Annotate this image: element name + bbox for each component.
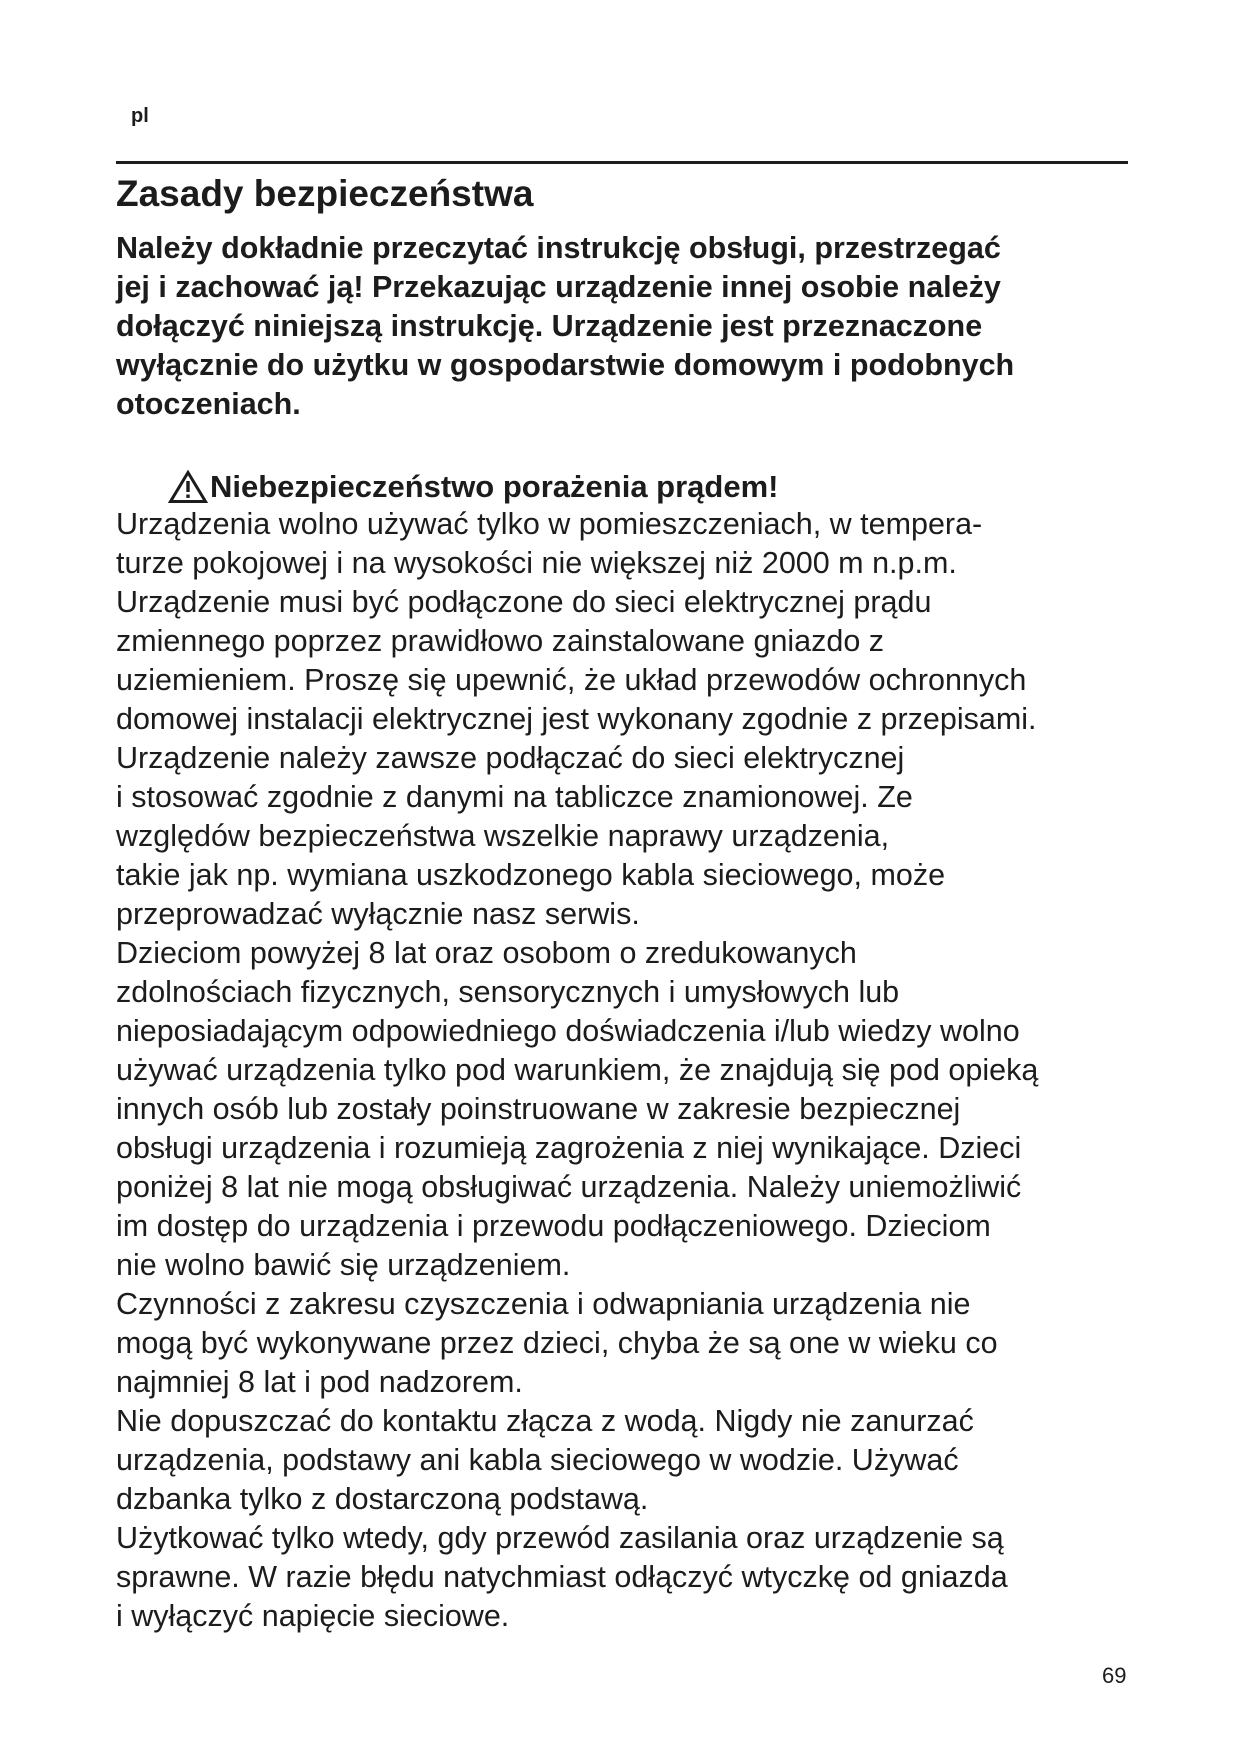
body-line: takie jak np. wymiana uszkodzonego kabla sieciowego, może [116, 858, 946, 892]
body-line: zmiennego poprzez prawidłowo zainstalowane gniazdo z [116, 624, 885, 658]
body-line: Dzieciom powyżej 8 lat oraz osobom o zredukowanych [116, 936, 857, 970]
body-line: poniżej 8 lat nie mogą obsługiwać urządzenia. Należy uniemożliwić [116, 1170, 1022, 1204]
body-line: mogą być wykonywane przez dzieci, chyba że są one w wieku co [116, 1326, 998, 1360]
warning-triangle-icon [168, 470, 210, 504]
header-rule [116, 161, 1128, 164]
body-line: urządzenia, podstawy ani kabla sieciowego w wodzie. Używać [116, 1443, 959, 1477]
intro-line: Należy dokładnie przeczytać instrukcję obsługi, przestrzegać [116, 231, 1001, 265]
body-line: domowej instalacji elektrycznej jest wykonany zgodnie z przepisami. [116, 702, 1037, 736]
body-line: im dostęp do urządzenia i przewodu podłączeniowego. Dzieciom [116, 1209, 991, 1243]
body-line: Urządzenia wolno używać tylko w pomieszczeniach, w tempera- [116, 507, 983, 541]
body-line: sprawne. W razie błędu natychmiast odłączyć wtyczkę od gniazda [116, 1560, 1008, 1594]
body-line: innych osób lub zostały poinstruowane w zakresie bezpiecznej [116, 1092, 961, 1126]
body-line: obsługi urządzenia i rozumieją zagrożenia z niej wynikające. Dzieci [116, 1131, 1022, 1165]
language-code: pl [131, 105, 149, 127]
body-line: uziemieniem. Proszę się upewnić, że układ przewodów ochronnych [116, 663, 1027, 697]
body-line: Urządzenie należy zawsze podłączać do sieci elektrycznej [116, 741, 905, 775]
body-line: nie wolno bawić się urządzeniem. [116, 1248, 571, 1282]
intro-paragraph [116, 229, 1136, 424]
body-line: nieposiadającym odpowiedniego doświadczenia i/lub wiedzy wolno [116, 1014, 1020, 1048]
body-line: przeprowadzać wyłącznie nasz serwis. [116, 897, 640, 931]
body-line: Użytkować tylko wtedy, gdy przewód zasilania oraz urządzenie są [116, 1521, 1004, 1555]
body-line: Urządzenie musi być podłączone do sieci elektrycznej prądu [116, 585, 932, 619]
intro-line: dołączyć niniejszą instrukcję. Urządzenie jest przeznaczone [116, 309, 983, 343]
body-line: dzbanka tylko z dostarczoną podstawą. [116, 1482, 649, 1516]
body-line: turze pokojowej i na wysokości nie większej niż 2000 m n.p.m. [116, 546, 957, 580]
page-title: Zasady bezpieczeństwa [116, 173, 534, 214]
body-line: Nie dopuszczać do kontaktu złącza z wodą. Nigdy nie zanurzać [116, 1404, 974, 1438]
body-line: Czynności z zakresu czyszczenia i odwapniania urządzenia nie [116, 1287, 971, 1321]
body-line: względów bezpieczeństwa wszelkie naprawy urządzenia, [116, 819, 890, 853]
page-number: 69 [1102, 1663, 1127, 1688]
body-line: i stosować zgodnie z danymi na tabliczce znamionowej. Ze [116, 780, 913, 814]
warning-heading [168, 465, 778, 509]
intro-line: wyłącznie do użytku w gospodarstwie domowym i podobnych [116, 348, 1015, 382]
safety-text [116, 505, 1136, 1636]
body-line: najmniej 8 lat i pod nadzorem. [116, 1365, 523, 1399]
body-line: zdolnościach fizycznych, sensorycznych i umysłowych lub [116, 975, 900, 1009]
intro-line: jej i zachować ją! Przekazując urządzenie innej osobie należy [116, 270, 1001, 304]
body-line: używać urządzenia tylko pod warunkiem, że znajdują się pod opieką [116, 1053, 1039, 1087]
intro-line: otoczeniach. [116, 387, 301, 421]
body-line: i wyłączyć napięcie sieciowe. [116, 1599, 510, 1633]
warning-text: Niebezpieczeństwo porażenia prądem! [210, 469, 779, 504]
